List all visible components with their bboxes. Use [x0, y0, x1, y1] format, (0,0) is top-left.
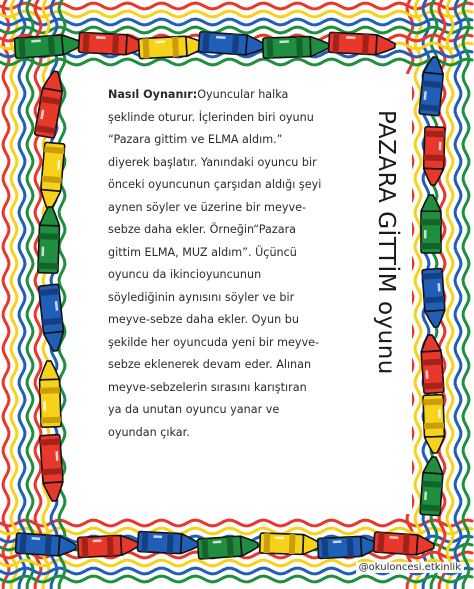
instructions-line: oyuncu da ikincioyuncunun: [108, 268, 262, 281]
instructions-line: sebze eklenerek devam eder. Alınan: [108, 358, 312, 371]
wavy-line: [415, 0, 421, 588]
crayon: [329, 32, 396, 55]
wavy-line: [0, 59, 472, 65]
instructions-line: sebze daha ekler. Örneğin“Pazara: [108, 223, 297, 236]
crayon: [40, 434, 65, 501]
wavy-line: [0, 520, 472, 526]
crayon: [79, 32, 146, 55]
wavy-line: [0, 11, 472, 17]
instructions-line: şeklinde oturur. İçlerinden biri oyunu: [108, 110, 314, 124]
title-container: [362, 110, 402, 460]
instructions-line: aynen söyler ve üzerine bir meyve-: [108, 200, 306, 214]
instructions-line: şekilde her oyuncuda yeni bir meyve-: [108, 335, 320, 349]
instructions-line: diyerek başlatır. Yanındaki oyuncu bir: [108, 155, 317, 169]
watermark-handle: @okuloncesi.etkinlik: [356, 562, 464, 573]
instructions-line: ya da unutan oyuncu yanar ve: [108, 403, 280, 416]
crayon: [197, 535, 258, 559]
crayon: [15, 533, 76, 557]
wavy-line: [3, 0, 9, 588]
crayon: [39, 361, 61, 428]
instructions-line: oyundan çıkar.: [108, 425, 190, 439]
crayon: [78, 534, 139, 557]
wavy-line: [19, 0, 25, 588]
crayon: [420, 456, 444, 515]
instructions-line: “Pazara gittim ve ELMA aldım.”: [108, 133, 283, 146]
wavy-line: [0, 27, 472, 33]
game-title: PAZARA GİTTİM oyunu: [373, 110, 399, 375]
crayon: [422, 268, 446, 327]
wavy-line: [0, 19, 472, 25]
crayon: [38, 207, 60, 274]
instructions-text: [108, 84, 346, 494]
wavy-line: [463, 0, 469, 588]
crayon: [139, 35, 206, 58]
how-to-play-label: Nasıl Oynanır:: [108, 88, 198, 101]
instructions-line: önceki oyuncunun çarşıdan aldığı şeyi: [108, 178, 322, 191]
wavy-line: [11, 0, 17, 588]
instructions-line: söylediğinin aynısını söyler ve bir: [108, 290, 295, 304]
crayon: [138, 531, 199, 554]
wavy-line: [0, 3, 472, 9]
crayon: [260, 533, 321, 555]
crayon: [373, 532, 434, 556]
instructions-line: meyve-sebzelerin sırasını karıştıran: [108, 380, 307, 394]
crayon: [423, 127, 445, 186]
crayon: [198, 32, 265, 57]
crayon: [39, 142, 65, 209]
wavy-line: [455, 0, 461, 588]
instructions-line: gittim ELMA, MUZ aldım”. Üçüncü: [108, 245, 297, 259]
wavy-line: [447, 0, 453, 588]
instructions-line: Nasıl Oynanır:Oyuncular halka: [108, 88, 289, 101]
crayon: [421, 195, 441, 253]
crayon: [318, 535, 379, 558]
wavy-line: [27, 0, 33, 588]
instructions-line: meyve-sebze daha ekler. Oyun bu: [108, 313, 299, 326]
wavy-line: [0, 576, 472, 582]
